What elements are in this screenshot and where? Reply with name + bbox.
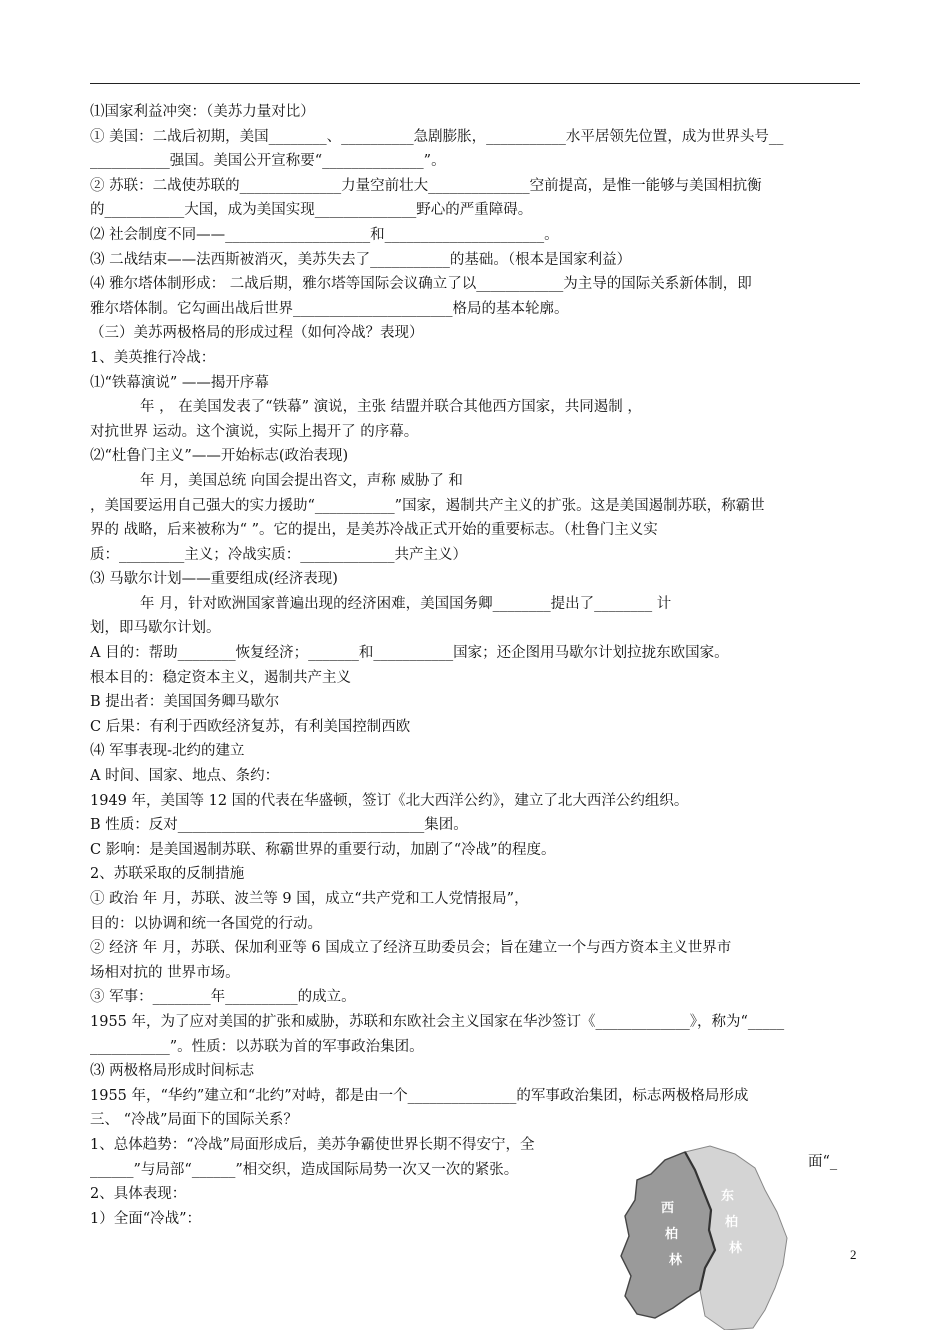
text-line: A 目的：帮助________恢复经济；_______和___________国家；还企图用马歇尔计划拉拢东欧国家。 [90, 645, 729, 662]
text-line: 年 ， 在美国发表了“铁幕” 演说，主张 结盟并联合其他西方国家，共同遏制 ， [140, 399, 642, 416]
text-line: 对抗世界 运动。这个演说，实际上揭开了 的序幕。 [90, 423, 419, 440]
text-line: ⑵ 社会制度不同——____________________和______________________。 [90, 226, 559, 243]
text-line: 1955 年，“华约”建立和“北约”对峙，都是由一个_______________的军事政治集团，标志两极格局形成 [90, 1087, 749, 1104]
section-heading: 三、 “冷战”局面下的国际关系？ [90, 1112, 298, 1129]
text-line: 根本目的：稳定资本主义，遏制共产主义 [90, 669, 351, 686]
text-line: C 后果：有利于西欧经济复苏，有利美国控制西欧 [90, 718, 411, 735]
text-line: 年 月，针对欧洲国家普遍出现的经济困难，美国国务卿________提出了________ 计 [140, 595, 672, 612]
west-label-3: 林 [669, 1253, 683, 1268]
text-line: ⑶ 二战结束——法西斯被消灭，美苏失去了___________的基础。（根本是国家利益） [90, 251, 632, 268]
text-line: ⑷ 雅尔塔体制形成： 二战后期，雅尔塔等国际会议确立了以____________为主导的国际关系新体制，即 [90, 276, 752, 293]
text-line: ① 政治 年 月，苏联、波兰等 9 国，成立“共产党和工人党情报局”， [90, 891, 529, 907]
west-label-1: 西 [661, 1201, 675, 1216]
east-label-3: 林 [729, 1241, 743, 1256]
west-label-2: 柏 [665, 1227, 679, 1242]
east-label-2: 柏 [725, 1215, 739, 1230]
page-number: 2 [850, 1247, 857, 1262]
section-heading: （三）美苏两极格局的形成过程（如何冷战？表现） [90, 325, 424, 342]
text-line: 2、苏联采取的反制措施 [90, 866, 245, 883]
text-line: ② 经济 年 月，苏联、保加利亚等 6 国成立了经济互助委员会；旨在建立一个与西方资本主义世界市 [90, 940, 732, 957]
berlin-map [615, 1140, 791, 1330]
text-line: A 时间、国家、地点、条约： [90, 768, 280, 785]
text-line: ⑷ 军事表现-北约的建立 [90, 743, 245, 760]
text-line: 质：_________主义；冷战实质：_____________共产主义） [90, 546, 467, 563]
east-label-1: 东 [721, 1189, 735, 1204]
text-line: C 影响：是美国遏制苏联、称霸世界的重要行动，加剧了“冷战”的程度。 [90, 841, 556, 858]
text-line: ⑵“杜鲁门主义”——开始标志(政治表现) [90, 448, 349, 465]
text-line: ① 美国：二战后初期，美国________、__________急剧膨胀，___________水平居领先位置，成为世界头号__ [90, 128, 784, 145]
text-line: ，美国要运用自己强大的实力援助“___________”国家，遏制共产主义的扩张。这是美国遏制苏联，称霸世 [90, 497, 765, 514]
text-line: ⑶ 两极格局形成时间标志 [90, 1063, 255, 1080]
text-line: B 性质：反对__________________________________集团。 [90, 817, 468, 834]
text-line: ⑴国家利益冲突：（美苏力量对比） [90, 104, 315, 120]
text-line: 1）全面“冷战”： [90, 1210, 202, 1227]
text-line: 1、总体趋势：“冷战”局面形成后，美苏争霸使世界长期不得安宁，全 [90, 1136, 535, 1153]
text-line: 目的：以协调和统一各国党的行动。 [90, 915, 322, 932]
text-line: 雅尔塔体制。它勾画出战后世界______________________格局的基本轮廓。 [90, 300, 569, 317]
text-line: 场相对抗的 世界市场。 [90, 964, 240, 981]
text-line: 年 月，美国总统 向国会提出咨文，声称 威胁了 和 [140, 472, 463, 489]
text-line: 的___________大国，成为美国实现______________野心的严重障碍。 [90, 202, 533, 219]
header-rule [90, 83, 860, 84]
text-line: ③ 军事：________年__________的成立。 [90, 989, 356, 1006]
text-line: ⑶ 马歇尔计划——重要组成(经济表现) [90, 571, 338, 588]
text-line: 1949 年，美国等 12 国的代表在华盛顿，签订《北大西洋公约》，建立了北大西洋公约组织。 [90, 792, 689, 809]
side-text: 面“_ [808, 1154, 838, 1170]
text-line: 界的 战略，后来被称为“ ”。它的提出，是美苏冷战正式开始的重要标志。（杜鲁门主义实 [90, 522, 658, 539]
text-line: ______”与局部“______”相交织，造成国际局势一次又一次的紧张。 [90, 1161, 519, 1178]
text-line: 划，即马歇尔计划。 [90, 620, 221, 637]
text-line: ___________”。性质：以苏联为首的军事政治集团。 [90, 1038, 424, 1055]
text-line: ② 苏联：二战使苏联的______________力量空前壮大______________空前提高，是惟一能够与美国相抗衡 [90, 177, 762, 194]
text-line: B 提出者：美国国务卿马歇尔 [90, 694, 280, 711]
text-line: ⑴“铁幕演说” ——揭开序幕 [90, 374, 269, 391]
text-line: 1、美英推行冷战： [90, 349, 216, 366]
text-line: 2、具体表现： [90, 1186, 187, 1203]
document-body [90, 100, 860, 1231]
text-line: ___________强国。美国公开宣称要“______________”。 [90, 153, 446, 170]
text-line: 1955 年，为了应对美国的扩张和威胁，苏联和东欧社会主义国家在华沙签订《_____________》，称为“_____ [90, 1013, 785, 1030]
